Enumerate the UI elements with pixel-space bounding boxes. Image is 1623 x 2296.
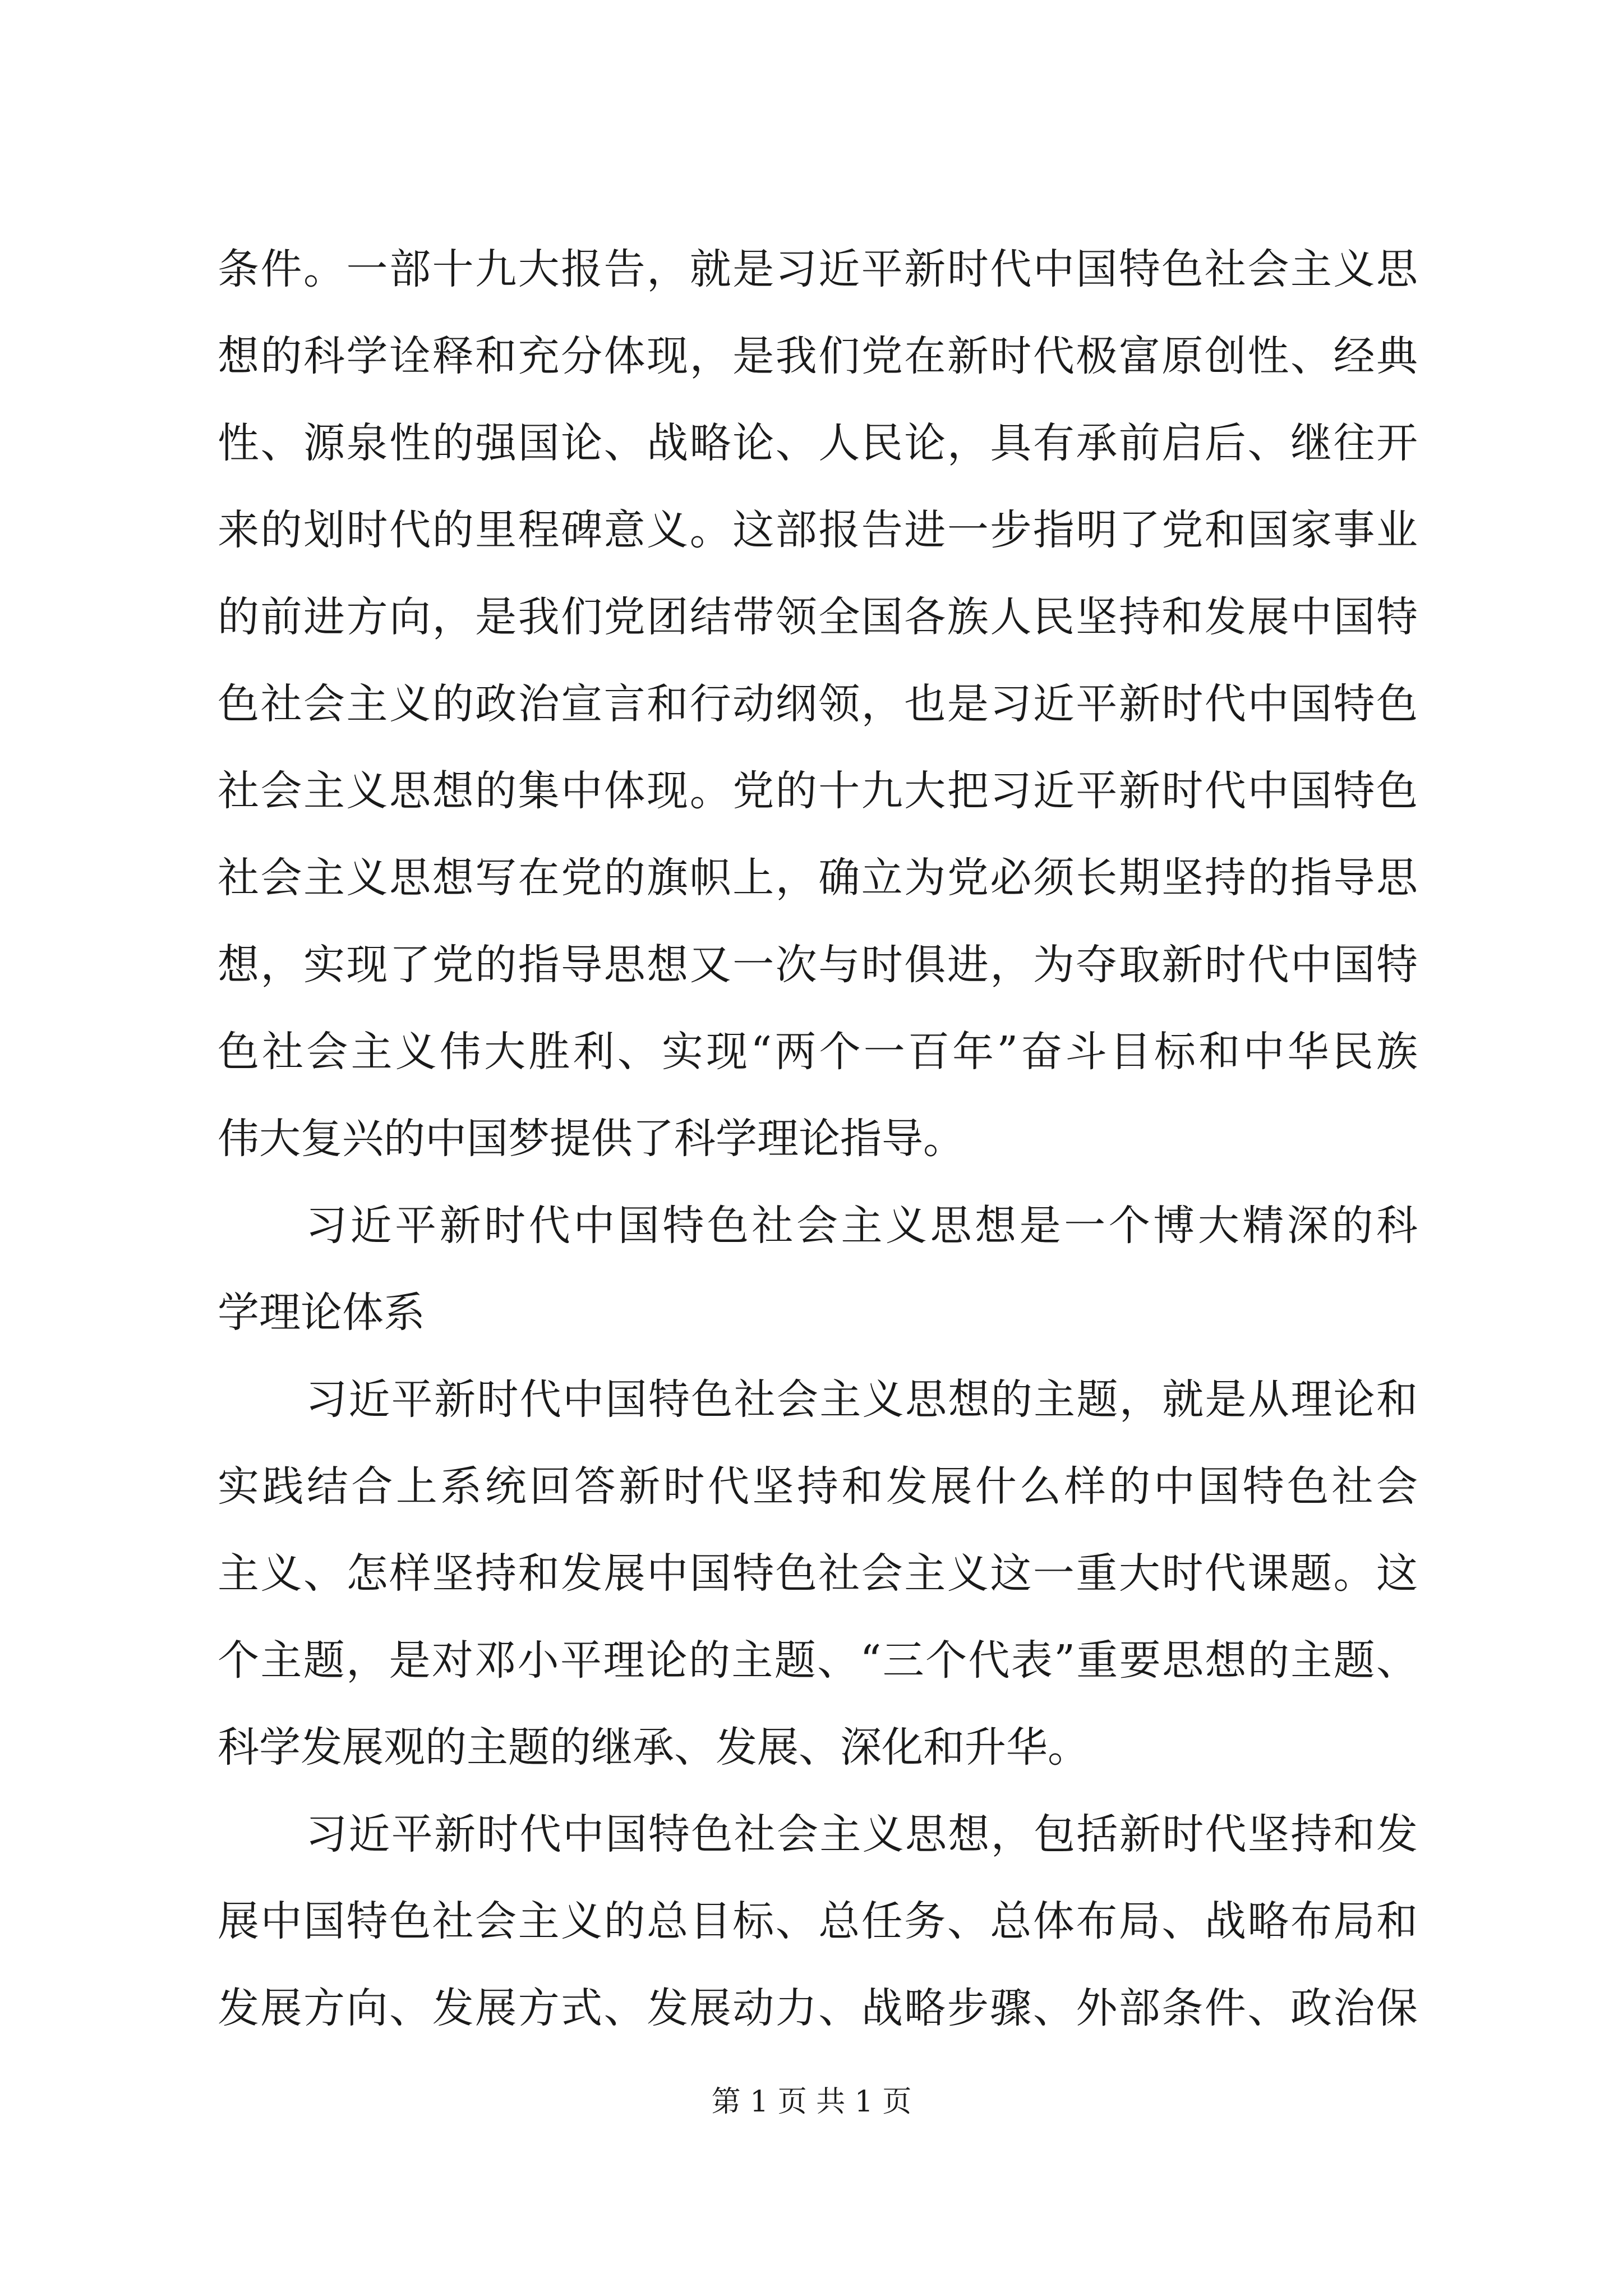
text-line: 色社会主义伟大胜利、实现“两个一百年”奋斗目标和中华民族	[218, 1028, 1418, 1076]
text-line: 想的科学诠释和充分体现，是我们党在新时代极富原创性、经典	[218, 332, 1418, 380]
text-line: 想，实现了党的指导思想又一次与时俱进，为夺取新时代中国特	[218, 941, 1418, 989]
text-line: 色社会主义的政治宣言和行动纲领，也是习近平新时代中国特色	[218, 680, 1418, 728]
text-line: 习近平新时代中国特色社会主义思想的主题，就是从理论和	[306, 1375, 1418, 1424]
text-line: 科学发展观的主题的继承、发展、深化和升华。	[218, 1723, 1089, 1772]
text-line: 伟大复兴的中国梦提供了科学理论指导。	[218, 1115, 965, 1163]
text-line: 社会主义思想的集中体现。党的十九大把习近平新时代中国特色	[218, 767, 1418, 815]
text-line: 发展方向、发展方式、发展动力、战略步骤、外部条件、政治保	[218, 1984, 1418, 2032]
text-line: 习近平新时代中国特色社会主义思想，包括新时代坚持和发	[306, 1810, 1418, 1858]
text-line: 性、源泉性的强国论、战略论、人民论，具有承前启后、继往开	[218, 419, 1418, 467]
text-line: 展中国特色社会主义的总目标、总任务、总体布局、战略布局和	[218, 1897, 1418, 1945]
text-line: 来的划时代的里程碑意义。这部报告进一步指明了党和国家事业	[218, 506, 1418, 554]
text-line: 个主题，是对邓小平理论的主题、“三个代表”重要思想的主题、	[218, 1636, 1418, 1685]
text-line: 的前进方向，是我们党团结带领全国各族人民坚持和发展中国特	[218, 593, 1418, 641]
text-line: 社会主义思想写在党的旗帜上，确立为党必须长期坚持的指导思	[218, 854, 1418, 902]
section-heading-line: 习近平新时代中国特色社会主义思想是一个博大精深的科	[306, 1202, 1418, 1250]
text-line: 条件。一部十九大报告，就是习近平新时代中国特色社会主义思	[218, 245, 1418, 293]
text-line: 主义、怎样坚持和发展中国特色社会主义这一重大时代课题。这	[218, 1549, 1418, 1598]
page-footer: 第 1 页 共 1 页	[711, 2085, 912, 2119]
text-line: 实践结合上系统回答新时代坚持和发展什么样的中国特色社会	[218, 1462, 1418, 1511]
section-heading-line: 学理论体系	[218, 1289, 425, 1337]
